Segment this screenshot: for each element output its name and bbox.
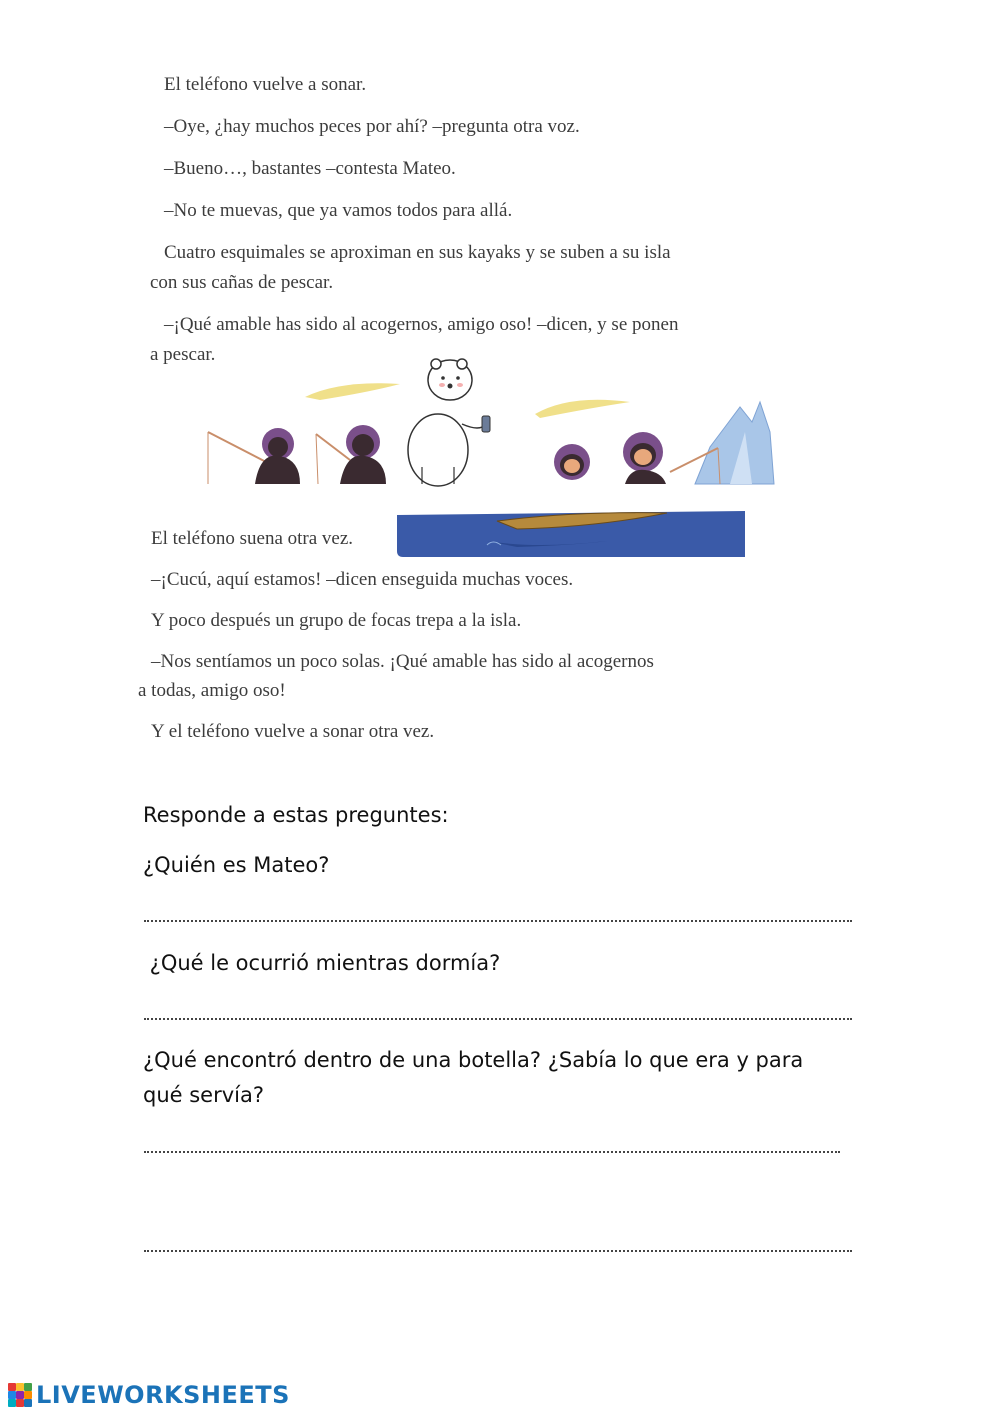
- story-line: a pescar.: [150, 344, 216, 365]
- story-line: El teléfono suena otra vez.: [151, 528, 354, 549]
- eskimo-figure: [255, 428, 300, 484]
- eskimo-figure: [340, 425, 386, 484]
- story-line: –Oye, ¿hay muchos peces por ahí? –pregunta otra voz.: [164, 116, 580, 137]
- story-line: –No te muevas, que ya vamos todos para allá.: [164, 200, 513, 221]
- question-1: ¿Quién es Mateo?: [143, 853, 330, 877]
- story-line: Cuatro esquimales se aproximan en sus kayaks y se suben a su isla: [164, 242, 671, 263]
- question-3-continued: qué servía?: [143, 1083, 265, 1107]
- liveworksheets-logo: [8, 1380, 290, 1410]
- question-2: ¿Qué le ocurrió mientras dormía?: [143, 951, 501, 975]
- story-illustration: [200, 352, 780, 487]
- logo-icon: [8, 1383, 32, 1407]
- brand-name: LIVEWORKSHEETS: [36, 1381, 290, 1409]
- story-line: El teléfono vuelve a sonar.: [164, 74, 367, 95]
- eskimo-figure: [623, 432, 666, 484]
- cloud-left: [305, 383, 400, 400]
- story-line: a todas, amigo oso!: [138, 680, 286, 701]
- story-line: –¡Qué amable has sido al acogernos, amigo oso! –dicen, y se ponen: [164, 314, 679, 335]
- fishing-rod: [316, 434, 350, 460]
- story-line: –Bueno…, bastantes –contesta Mateo.: [164, 158, 456, 179]
- phone-icon: [482, 416, 490, 432]
- answer-line-4[interactable]: [144, 1236, 852, 1252]
- questions-intro: Responde a estas preguntes:: [143, 803, 449, 827]
- fishing-rod: [208, 432, 270, 464]
- polar-bear: [408, 359, 490, 486]
- cloud-right: [535, 400, 630, 418]
- story-line: –Nos sentíamos un poco solas. ¡Qué amable has sido al acogernos: [151, 651, 654, 672]
- story-line: Y poco después un grupo de focas trepa a la isla.: [151, 610, 522, 631]
- story-line: con sus cañas de pescar.: [150, 272, 334, 293]
- eskimo-figure: [554, 444, 590, 480]
- story-line: Y el teléfono vuelve a sonar otra vez.: [151, 721, 435, 742]
- answer-line-1[interactable]: [144, 906, 852, 922]
- answer-line-3[interactable]: [144, 1137, 840, 1153]
- water-kayak-illustration: [397, 511, 745, 557]
- story-line: –¡Cucú, aquí estamos! –dicen enseguida muchas voces.: [151, 569, 574, 590]
- answer-line-2[interactable]: [144, 1004, 852, 1020]
- question-3: ¿Qué encontró dentro de una botella? ¿Sabía lo que era y para: [143, 1048, 804, 1072]
